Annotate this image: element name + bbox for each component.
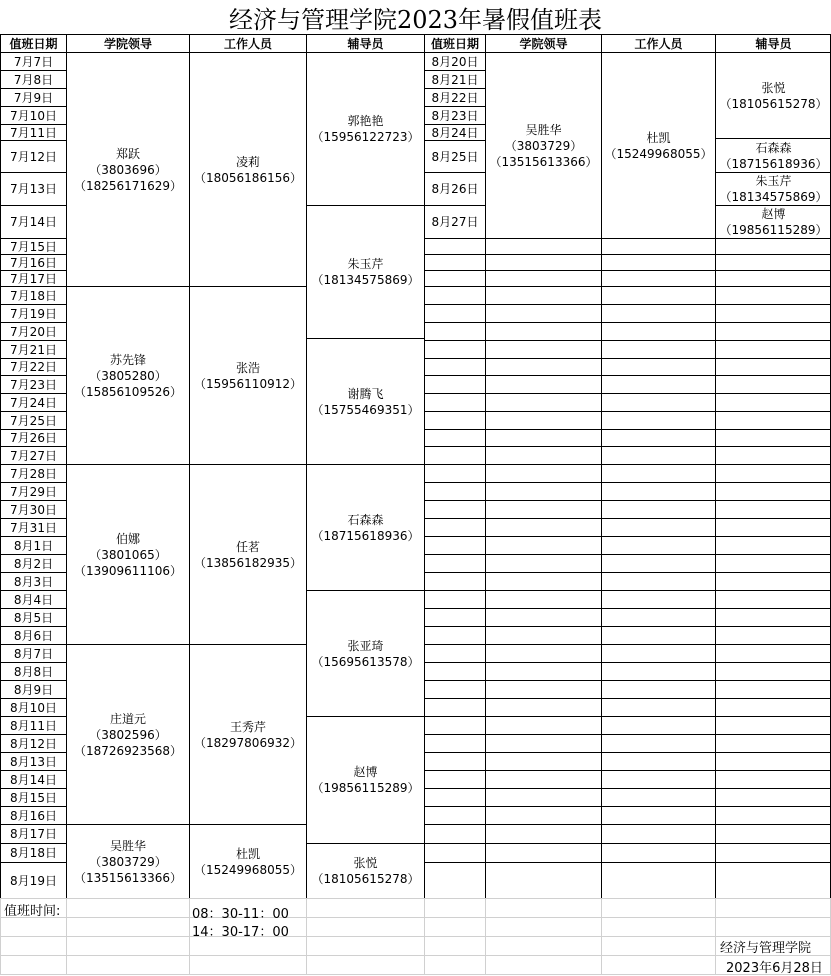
grid-line	[424, 393, 831, 394]
grid-line	[424, 898, 425, 974]
grid-line	[0, 917, 831, 918]
grid-line	[306, 205, 425, 206]
grid-line	[0, 88, 67, 89]
grid-line	[0, 898, 831, 899]
staff-cell	[190, 465, 306, 644]
grid-line	[424, 358, 831, 359]
grid-line	[424, 304, 831, 305]
grid-line	[0, 698, 67, 699]
date-cell: 8月12日	[10, 736, 57, 751]
grid-line	[66, 286, 307, 287]
date-cell: 7月25日	[10, 413, 57, 428]
grid-line	[0, 375, 67, 376]
date-cell: 7月17日	[10, 271, 57, 286]
grid-line	[424, 644, 831, 645]
counselor-cell	[307, 591, 424, 716]
grid-line	[0, 52, 67, 53]
grid-line	[0, 322, 67, 323]
grid-line	[0, 898, 1, 974]
grid-line	[66, 824, 307, 825]
grid-line	[0, 770, 67, 771]
date-cell: 7月22日	[10, 360, 57, 374]
grid-line	[0, 340, 67, 341]
grid-line	[424, 106, 486, 107]
date-cell: 8月23日	[431, 108, 479, 123]
grid-line	[306, 464, 425, 465]
date-cell: 8月15日	[10, 790, 57, 805]
grid-line	[0, 70, 67, 71]
grid-line	[424, 322, 831, 323]
grid-line	[424, 52, 486, 53]
grid-line	[306, 34, 307, 898]
grid-line	[424, 536, 831, 537]
phone-number: （18105615278）	[311, 872, 420, 886]
grid-line	[424, 340, 831, 341]
grid-line	[424, 238, 831, 239]
grid-line	[0, 482, 67, 483]
person-name: 赵博	[761, 207, 786, 221]
grid-line	[424, 662, 831, 663]
counselor-cell	[716, 206, 831, 238]
grid-line	[0, 286, 67, 287]
grid-line	[0, 446, 67, 447]
person-name: 朱玉芹	[755, 174, 792, 188]
grid-line	[424, 124, 486, 125]
staff-cell	[190, 53, 306, 286]
grid-line	[0, 238, 67, 239]
grid-line	[0, 358, 67, 359]
date-cell: 8月9日	[13, 682, 54, 697]
staff-cell	[190, 645, 306, 824]
grid-line	[306, 898, 307, 974]
person-name: 庄道元	[109, 711, 146, 726]
grid-line	[0, 140, 67, 141]
phone-number: （3801065）	[89, 547, 167, 562]
grid-line	[0, 518, 67, 519]
person-name: 郑跃	[115, 146, 140, 161]
date-cell: 7月15日	[10, 239, 57, 254]
date-cell: 8月26日	[431, 182, 479, 196]
grid-line	[0, 752, 67, 753]
phone-number: （3803729）	[504, 138, 583, 153]
grid-line	[66, 52, 307, 53]
person-name: 任茗	[235, 539, 260, 554]
person-name: 苏先锋	[109, 352, 146, 367]
date-cell: 8月19日	[10, 873, 57, 888]
grid-line	[0, 806, 67, 807]
grid-line	[424, 429, 831, 430]
grid-line	[0, 464, 67, 465]
date-cell: 8月10日	[10, 700, 57, 715]
date-cell: 7月26日	[10, 431, 57, 445]
phone-number: （15956122723）	[311, 130, 420, 144]
counselor-cell	[307, 53, 424, 205]
grid-line	[0, 734, 67, 735]
grid-line	[66, 34, 67, 898]
phone-number: （18715618936）	[719, 156, 828, 171]
grid-line	[189, 34, 190, 898]
leader-cell	[67, 465, 189, 644]
page-title: 经济与管理学院2023年暑假值班表	[228, 5, 603, 34]
leader-cell	[67, 53, 189, 286]
date-cell: 8月20日	[431, 54, 479, 69]
date-cell: 7月11日	[10, 125, 57, 140]
grid-line	[715, 52, 831, 53]
date-cell: 8月27日	[431, 215, 479, 229]
person-name: 石森森	[347, 512, 384, 527]
grid-line	[424, 626, 831, 627]
column-header: 学院领导	[519, 36, 568, 51]
grid-line	[424, 286, 831, 287]
grid-line	[0, 429, 67, 430]
grid-line	[715, 172, 831, 173]
grid-line	[715, 138, 831, 139]
phone-number: （15755469351）	[311, 402, 420, 417]
grid-line	[424, 270, 831, 271]
staff-cell	[602, 53, 715, 238]
person-name: 吴胜华	[109, 838, 146, 853]
grid-line	[0, 124, 67, 125]
date-cell: 7月28日	[10, 466, 57, 481]
grid-line	[424, 375, 831, 376]
person-name: 赵博	[353, 765, 378, 779]
phone-number: （3802596）	[89, 727, 167, 742]
date-cell: 8月11日	[10, 718, 57, 733]
column-header: 值班日期	[430, 36, 479, 51]
grid-line	[0, 254, 67, 255]
date-cell: 8月17日	[10, 827, 57, 841]
grid-line	[715, 898, 716, 974]
counselor-cell	[307, 717, 424, 843]
grid-line	[424, 446, 831, 447]
grid-line	[66, 898, 67, 974]
person-name: 吴胜华	[525, 122, 562, 137]
date-cell: 8月8日	[13, 664, 54, 679]
grid-line	[0, 644, 67, 645]
leader-cell	[67, 287, 189, 464]
person-name: 谢腾飞	[347, 386, 384, 401]
person-name: 王秀芹	[229, 719, 266, 734]
footer-date: 2023年6月28日	[726, 961, 823, 976]
grid-line	[0, 411, 67, 412]
phone-number: （13909611106）	[74, 563, 182, 578]
phone-number: （19856115289）	[311, 781, 420, 795]
grid-line	[424, 254, 831, 255]
grid-line	[424, 680, 831, 681]
person-name: 杜凯	[646, 130, 671, 145]
grid-line	[424, 770, 831, 771]
counselor-cell	[716, 139, 831, 172]
grid-line	[66, 644, 307, 645]
phone-number: （3803729）	[89, 854, 167, 869]
grid-line	[485, 898, 486, 974]
column-header: 值班日期	[9, 36, 58, 51]
grid-line	[306, 338, 425, 339]
grid-line	[0, 590, 67, 591]
phone-number: （18105615278）	[719, 96, 828, 111]
grid-line	[424, 464, 831, 465]
leader-cell	[67, 825, 189, 898]
grid-line	[424, 205, 486, 206]
grid-line	[0, 955, 831, 956]
grid-line	[424, 411, 831, 412]
grid-line	[424, 862, 831, 863]
grid-line	[0, 500, 67, 501]
counselor-cell	[307, 465, 424, 590]
grid-line	[0, 788, 67, 789]
counselor-cell	[307, 339, 424, 464]
column-header: 工作人员	[223, 36, 272, 51]
phone-number: （13515613366）	[489, 154, 598, 169]
grid-line	[485, 34, 486, 898]
date-cell: 7月24日	[10, 395, 57, 410]
grid-line	[424, 752, 831, 753]
column-header: 工作人员	[634, 36, 683, 51]
date-cell: 7月7日	[13, 54, 54, 69]
grid-line	[424, 140, 486, 141]
grid-line	[66, 464, 307, 465]
grid-line	[0, 554, 67, 555]
grid-line	[0, 716, 67, 717]
date-cell: 7月19日	[10, 306, 57, 321]
grid-line	[715, 34, 716, 898]
phone-number: （18134575869）	[311, 273, 420, 287]
date-cell: 7月14日	[10, 215, 57, 229]
grid-line	[306, 590, 425, 591]
grid-line	[424, 806, 831, 807]
date-cell: 7月18日	[10, 288, 57, 303]
grid-line	[306, 716, 425, 717]
grid-line	[424, 70, 486, 71]
date-cell: 7月16日	[10, 255, 57, 270]
grid-line	[0, 536, 67, 537]
date-cell: 8月1日	[13, 538, 54, 553]
person-name: 凌莉	[235, 154, 260, 169]
date-cell: 7月10日	[10, 108, 57, 123]
person-name: 张悦	[353, 856, 378, 870]
date-cell: 8月2日	[13, 556, 54, 571]
date-cell: 8月7日	[13, 646, 54, 661]
phone-number: （13856182935）	[194, 555, 302, 570]
date-cell: 7月31日	[10, 520, 57, 535]
grid-line	[424, 554, 831, 555]
phone-number: （18715618936）	[311, 528, 420, 543]
grid-line	[424, 500, 831, 501]
grid-line	[0, 824, 67, 825]
phone-number: （15956110912）	[194, 376, 302, 391]
person-name: 郭艳艳	[347, 114, 384, 128]
phone-number: （18056186156）	[194, 170, 302, 185]
grid-line	[0, 172, 67, 173]
date-cell: 7月9日	[13, 90, 54, 105]
grid-line	[424, 572, 831, 573]
date-cell: 8月4日	[13, 592, 54, 607]
phone-number: （15249968055）	[194, 862, 302, 877]
date-cell: 7月13日	[10, 182, 57, 196]
phone-number: （18297806932）	[194, 735, 302, 750]
grid-line	[424, 716, 831, 717]
person-name: 伯娜	[115, 531, 140, 546]
grid-line	[306, 52, 425, 53]
duty-time-afternoon: 14：30-17：00	[192, 925, 289, 940]
grid-line	[0, 393, 67, 394]
grid-line	[424, 34, 425, 898]
grid-line	[0, 843, 67, 844]
grid-line	[424, 172, 486, 173]
leader-cell	[486, 53, 601, 238]
grid-line	[424, 843, 831, 844]
date-cell: 7月30日	[10, 502, 57, 517]
grid-line	[424, 734, 831, 735]
duty-time-label: 值班时间:	[4, 904, 61, 919]
column-header: 学院领导	[103, 36, 152, 51]
grid-line	[601, 898, 602, 974]
grid-line	[0, 608, 67, 609]
counselor-cell	[716, 173, 831, 205]
phone-number: （18134575869）	[719, 190, 828, 204]
grid-line	[0, 936, 831, 937]
date-cell: 7月27日	[10, 448, 57, 463]
phone-number: （15856109526）	[74, 384, 182, 399]
grid-line	[715, 205, 831, 206]
grid-line	[424, 482, 831, 483]
phone-number: （18726923568）	[74, 743, 182, 758]
phone-number: （18256171629）	[74, 178, 182, 193]
phone-number: （15695613578）	[311, 654, 420, 669]
date-cell: 7月21日	[10, 342, 57, 357]
date-cell: 7月20日	[10, 324, 57, 339]
grid-line	[601, 34, 602, 898]
grid-line	[0, 106, 67, 107]
date-cell: 8月3日	[13, 574, 54, 589]
date-cell: 8月16日	[10, 808, 57, 823]
leader-cell	[67, 645, 189, 824]
grid-line	[0, 680, 67, 681]
phone-number: （13515613366）	[74, 870, 182, 885]
grid-line	[424, 590, 831, 591]
person-name: 张悦	[761, 80, 786, 95]
grid-line	[424, 788, 831, 789]
date-cell: 8月24日	[431, 125, 479, 140]
date-cell: 8月18日	[10, 846, 57, 860]
person-name: 石森森	[755, 140, 792, 155]
date-cell: 8月14日	[10, 772, 57, 787]
phone-number: （19856115289）	[719, 223, 828, 237]
counselor-cell	[307, 206, 424, 338]
date-cell: 8月6日	[13, 628, 54, 643]
grid-line	[0, 662, 67, 663]
date-cell: 8月5日	[13, 610, 54, 625]
column-header: 辅导员	[347, 36, 384, 51]
grid-line	[0, 304, 67, 305]
grid-line	[424, 608, 831, 609]
phone-number: （3803696）	[89, 162, 167, 177]
footer-org: 经济与管理学院	[720, 941, 812, 956]
date-cell: 8月25日	[431, 149, 479, 164]
column-header: 辅导员	[755, 36, 792, 51]
grid-line	[424, 88, 486, 89]
grid-line	[424, 518, 831, 519]
duty-time-morning: 08：30-11：00	[192, 907, 289, 922]
grid-line	[0, 572, 67, 573]
person-name: 杜凯	[235, 846, 260, 861]
grid-line	[0, 626, 67, 627]
date-cell: 8月13日	[10, 754, 57, 769]
grid-line	[424, 698, 831, 699]
person-name: 张浩	[235, 360, 260, 375]
person-name: 张亚琦	[347, 638, 384, 653]
grid-line	[424, 824, 831, 825]
grid-line	[0, 34, 831, 35]
counselor-cell	[716, 53, 831, 138]
grid-line	[0, 205, 67, 206]
staff-cell	[190, 287, 306, 464]
date-cell: 7月8日	[13, 72, 54, 87]
grid-line	[0, 270, 67, 271]
date-cell: 7月29日	[10, 484, 57, 499]
date-cell: 7月23日	[10, 377, 57, 392]
date-cell: 8月21日	[431, 72, 479, 87]
grid-line	[306, 843, 425, 844]
phone-number: （3805280）	[89, 368, 167, 383]
phone-number: （15249968055）	[604, 146, 713, 161]
date-cell: 8月22日	[431, 90, 479, 105]
staff-cell	[190, 825, 306, 898]
date-cell: 7月12日	[10, 149, 57, 164]
grid-line	[0, 862, 67, 863]
grid-line	[189, 898, 190, 974]
counselor-cell	[307, 844, 424, 898]
person-name: 朱玉芹	[347, 257, 384, 271]
grid-line	[0, 34, 1, 898]
